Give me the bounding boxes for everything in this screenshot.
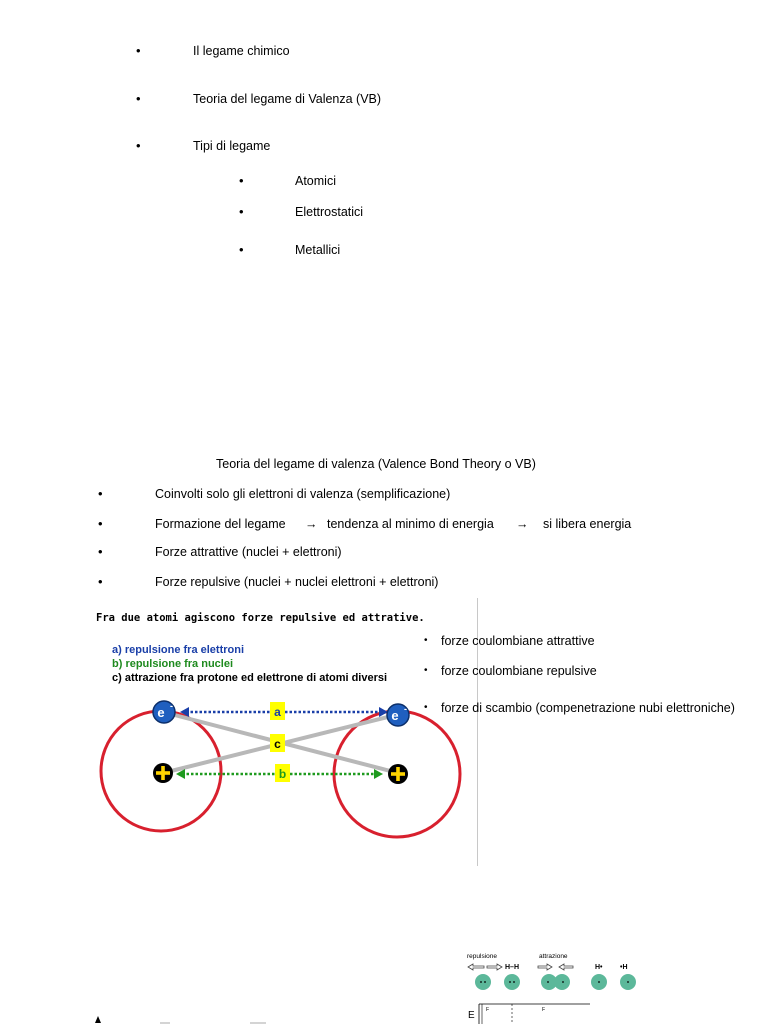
outline-item: Tipi di legame <box>193 139 271 153</box>
bullet: • <box>136 43 141 58</box>
hh-label: H–H <box>505 964 520 971</box>
label-a: a <box>274 705 281 719</box>
force-item: forze coulombiane repulsive <box>441 664 597 678</box>
arrow-right-icon <box>487 964 502 970</box>
section-title: Teoria del legame di valenza (Valence Bond Theory o VB) <box>216 457 536 471</box>
bullet: • <box>424 665 428 676</box>
outline-subitem: Metallici <box>295 243 341 257</box>
f-attr-label: F <box>542 1007 546 1013</box>
bullet: • <box>136 138 141 153</box>
energy-curve-figure <box>462 948 642 1024</box>
list-item-part: Formazione del legame <box>155 517 286 531</box>
electron-label: e <box>157 705 165 720</box>
bullet: • <box>239 173 244 188</box>
list-item-part: tendenza al minimo di energia <box>327 517 494 531</box>
arrow-icon: → <box>516 517 529 531</box>
label-b: b <box>278 767 287 781</box>
legend-c: c) attrazione fra protone ed elettrone di atomi diversi <box>112 672 388 684</box>
atom-icon <box>475 974 491 990</box>
repulsione-label: repulsione <box>467 953 497 960</box>
list-item: Forze repulsive (nuclei + nuclei elettroni + elettroni) <box>155 575 439 589</box>
outline-subitem: Atomici <box>295 174 336 188</box>
f-rep-label: F <box>486 1007 490 1013</box>
arrow-icon: → <box>305 517 318 531</box>
atom-forces-diagram <box>90 598 475 866</box>
bullet: • <box>424 702 428 713</box>
atom-icon <box>554 974 570 990</box>
bullet: • <box>98 516 103 531</box>
arrow-right-icon <box>538 964 552 970</box>
diagram-heading: Fra due atomi agiscono forze repulsive ed attrative. <box>96 612 425 624</box>
attrazione-label: attrazione <box>539 953 568 960</box>
bullet: • <box>424 635 428 646</box>
arrow-left-icon <box>559 964 573 970</box>
label-c: c <box>274 737 281 751</box>
bullet: • <box>98 486 103 501</box>
energy-axis-label: E <box>468 1010 475 1021</box>
electron-label: e <box>391 708 399 723</box>
bullet: • <box>239 242 244 257</box>
outline-item: Teoria del legame di Valenza (VB) <box>193 92 382 106</box>
arrow-up-icon <box>95 1016 101 1023</box>
force-item: forze coulombiane attrattive <box>441 634 595 648</box>
atom-icon <box>504 974 520 990</box>
legend-a: a) repulsione fra elettroni <box>112 644 245 656</box>
minus-icon: - <box>404 704 407 714</box>
outline-item: Il legame chimico <box>193 44 290 58</box>
bullet: • <box>239 204 244 219</box>
h-left-label: H• <box>595 964 603 971</box>
arrow-left-icon <box>468 964 484 970</box>
force-item: forze di scambio (compenetrazione nubi elettroniche) <box>441 701 735 715</box>
list-item-part: si libera energia <box>543 517 632 531</box>
bullet: • <box>98 574 103 589</box>
list-item: Forze attrattive (nuclei + elettroni) <box>155 545 342 559</box>
minus-icon: - <box>170 701 173 711</box>
h-right-label: •H <box>620 964 628 971</box>
bullet: • <box>98 544 103 559</box>
plus-icon <box>161 766 165 780</box>
legend-b: b) repulsione fra nuclei <box>112 658 234 670</box>
list-item: Coinvolti solo gli elettroni di valenza (semplificazione) <box>155 487 451 501</box>
plus-icon <box>396 767 400 781</box>
outline-subitem: Elettrostatici <box>295 205 364 219</box>
bullet: • <box>136 91 141 106</box>
cut-off-axis <box>90 1010 280 1024</box>
